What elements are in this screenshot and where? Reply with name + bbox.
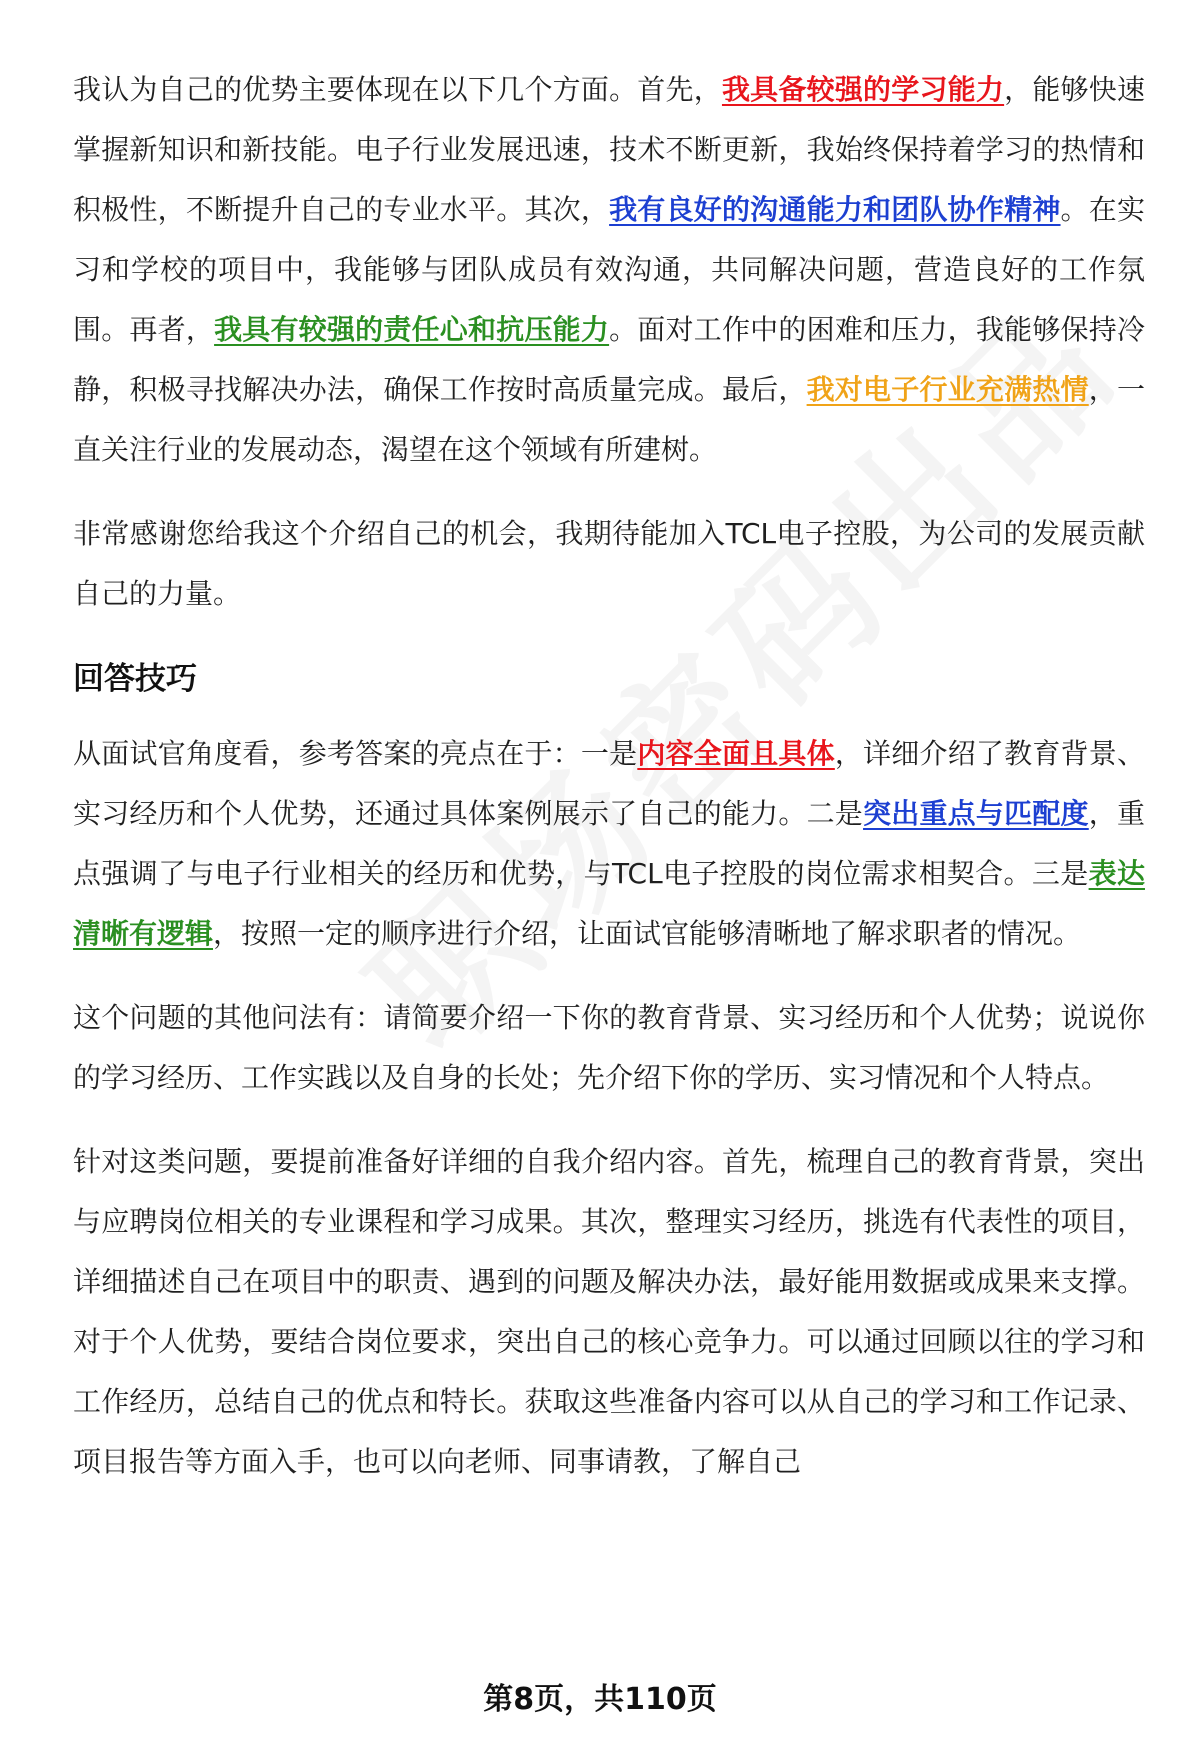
highlight-passion: 我对电子行业充满热情 xyxy=(806,373,1089,406)
text-run: ，按照一定的顺序进行介绍，让面试官能够清晰地了解求职者的情况。 xyxy=(213,917,1082,950)
highlight-responsibility: 我具有较强的责任心和抗压能力 xyxy=(214,313,610,346)
paragraph-thanks: 非常感谢您给我这个介绍自己的机会，我期待能加入TCL电子控股，为公司的发展贡献自己的力量。 xyxy=(73,517,1145,610)
text-run: 从面试官角度看，参考答案的亮点在于：一是 xyxy=(73,737,638,770)
paragraph-strengths xyxy=(73,60,1145,480)
paragraph-alt-questions: 这个问题的其他问法有：请简要介绍一下你的教育背景、实习经历和个人优势；说说你的学习经历、工作实践以及自身的长处；先介绍下你的学历、实习情况和个人特点。 xyxy=(73,1001,1145,1094)
document-body xyxy=(73,60,1145,1516)
page-number: 第8页，共110页 xyxy=(483,1682,717,1717)
highlight-focus-match: 突出重点与匹配度 xyxy=(863,797,1089,830)
text-run: ，能够快速掌握新知识和新技能。电子行业发展迅速，技术不断更新，我始终保持着学习的热情和积极性，不断提升自己的专业水平。其次， xyxy=(73,73,1145,226)
highlight-communication: 我有良好的沟通能力和团队协作精神 xyxy=(609,193,1061,226)
text-run: 。在实习和学校的项目中，我能够与团队成员有效沟通，共同解决问题，营造良好的工作氛围。再者， xyxy=(73,193,1145,346)
text-run: ，一直关注行业的发展动态，渴望在这个领域有所建树。 xyxy=(73,373,1145,466)
text-run: ，详细介绍了教育背景、实习经历和个人优势，还通过具体案例展示了自己的能力。二是 xyxy=(73,737,1145,830)
paragraph-tips xyxy=(73,724,1145,964)
text-run: ，重点强调了与电子行业相关的经历和优势，与TCL电子控股的岗位需求相契合。三是 xyxy=(73,797,1145,890)
highlight-learning-ability: 我具备较强的学习能力 xyxy=(721,73,1005,106)
text-run: 。面对工作中的困难和压力，我能够保持冷静，积极寻找解决办法，确保工作按时高质量完成。最后， xyxy=(73,313,1145,406)
paragraph-preparation: 针对这类问题，要提前准备好详细的自我介绍内容。首先，梳理自己的教育背景，突出与应聘岗位相关的专业课程和学习成果。其次，整理实习经历，挑选有代表性的项目，详细描述自己在项目中的职责、遇到的问题及解决办法，最好能用数据或成果来支撑。对于个人优势，要结合岗位要求，突出自己的核心竞争力。可以通过回顾以往的学习和工作经历，总结自己的优点和特长。获取这些准备内容可以从自己的学习和工作记录、项目报告等方面入手，也可以向老师、同事请教，了解自己 xyxy=(73,1145,1145,1478)
text-run: 我认为自己的优势主要体现在以下几个方面。首先， xyxy=(73,73,722,106)
highlight-comprehensive: 内容全面且具体 xyxy=(637,737,835,770)
highlight-clear-logic: 表达清晰有逻辑 xyxy=(73,857,1145,950)
section-heading: 回答技巧 xyxy=(73,661,197,697)
